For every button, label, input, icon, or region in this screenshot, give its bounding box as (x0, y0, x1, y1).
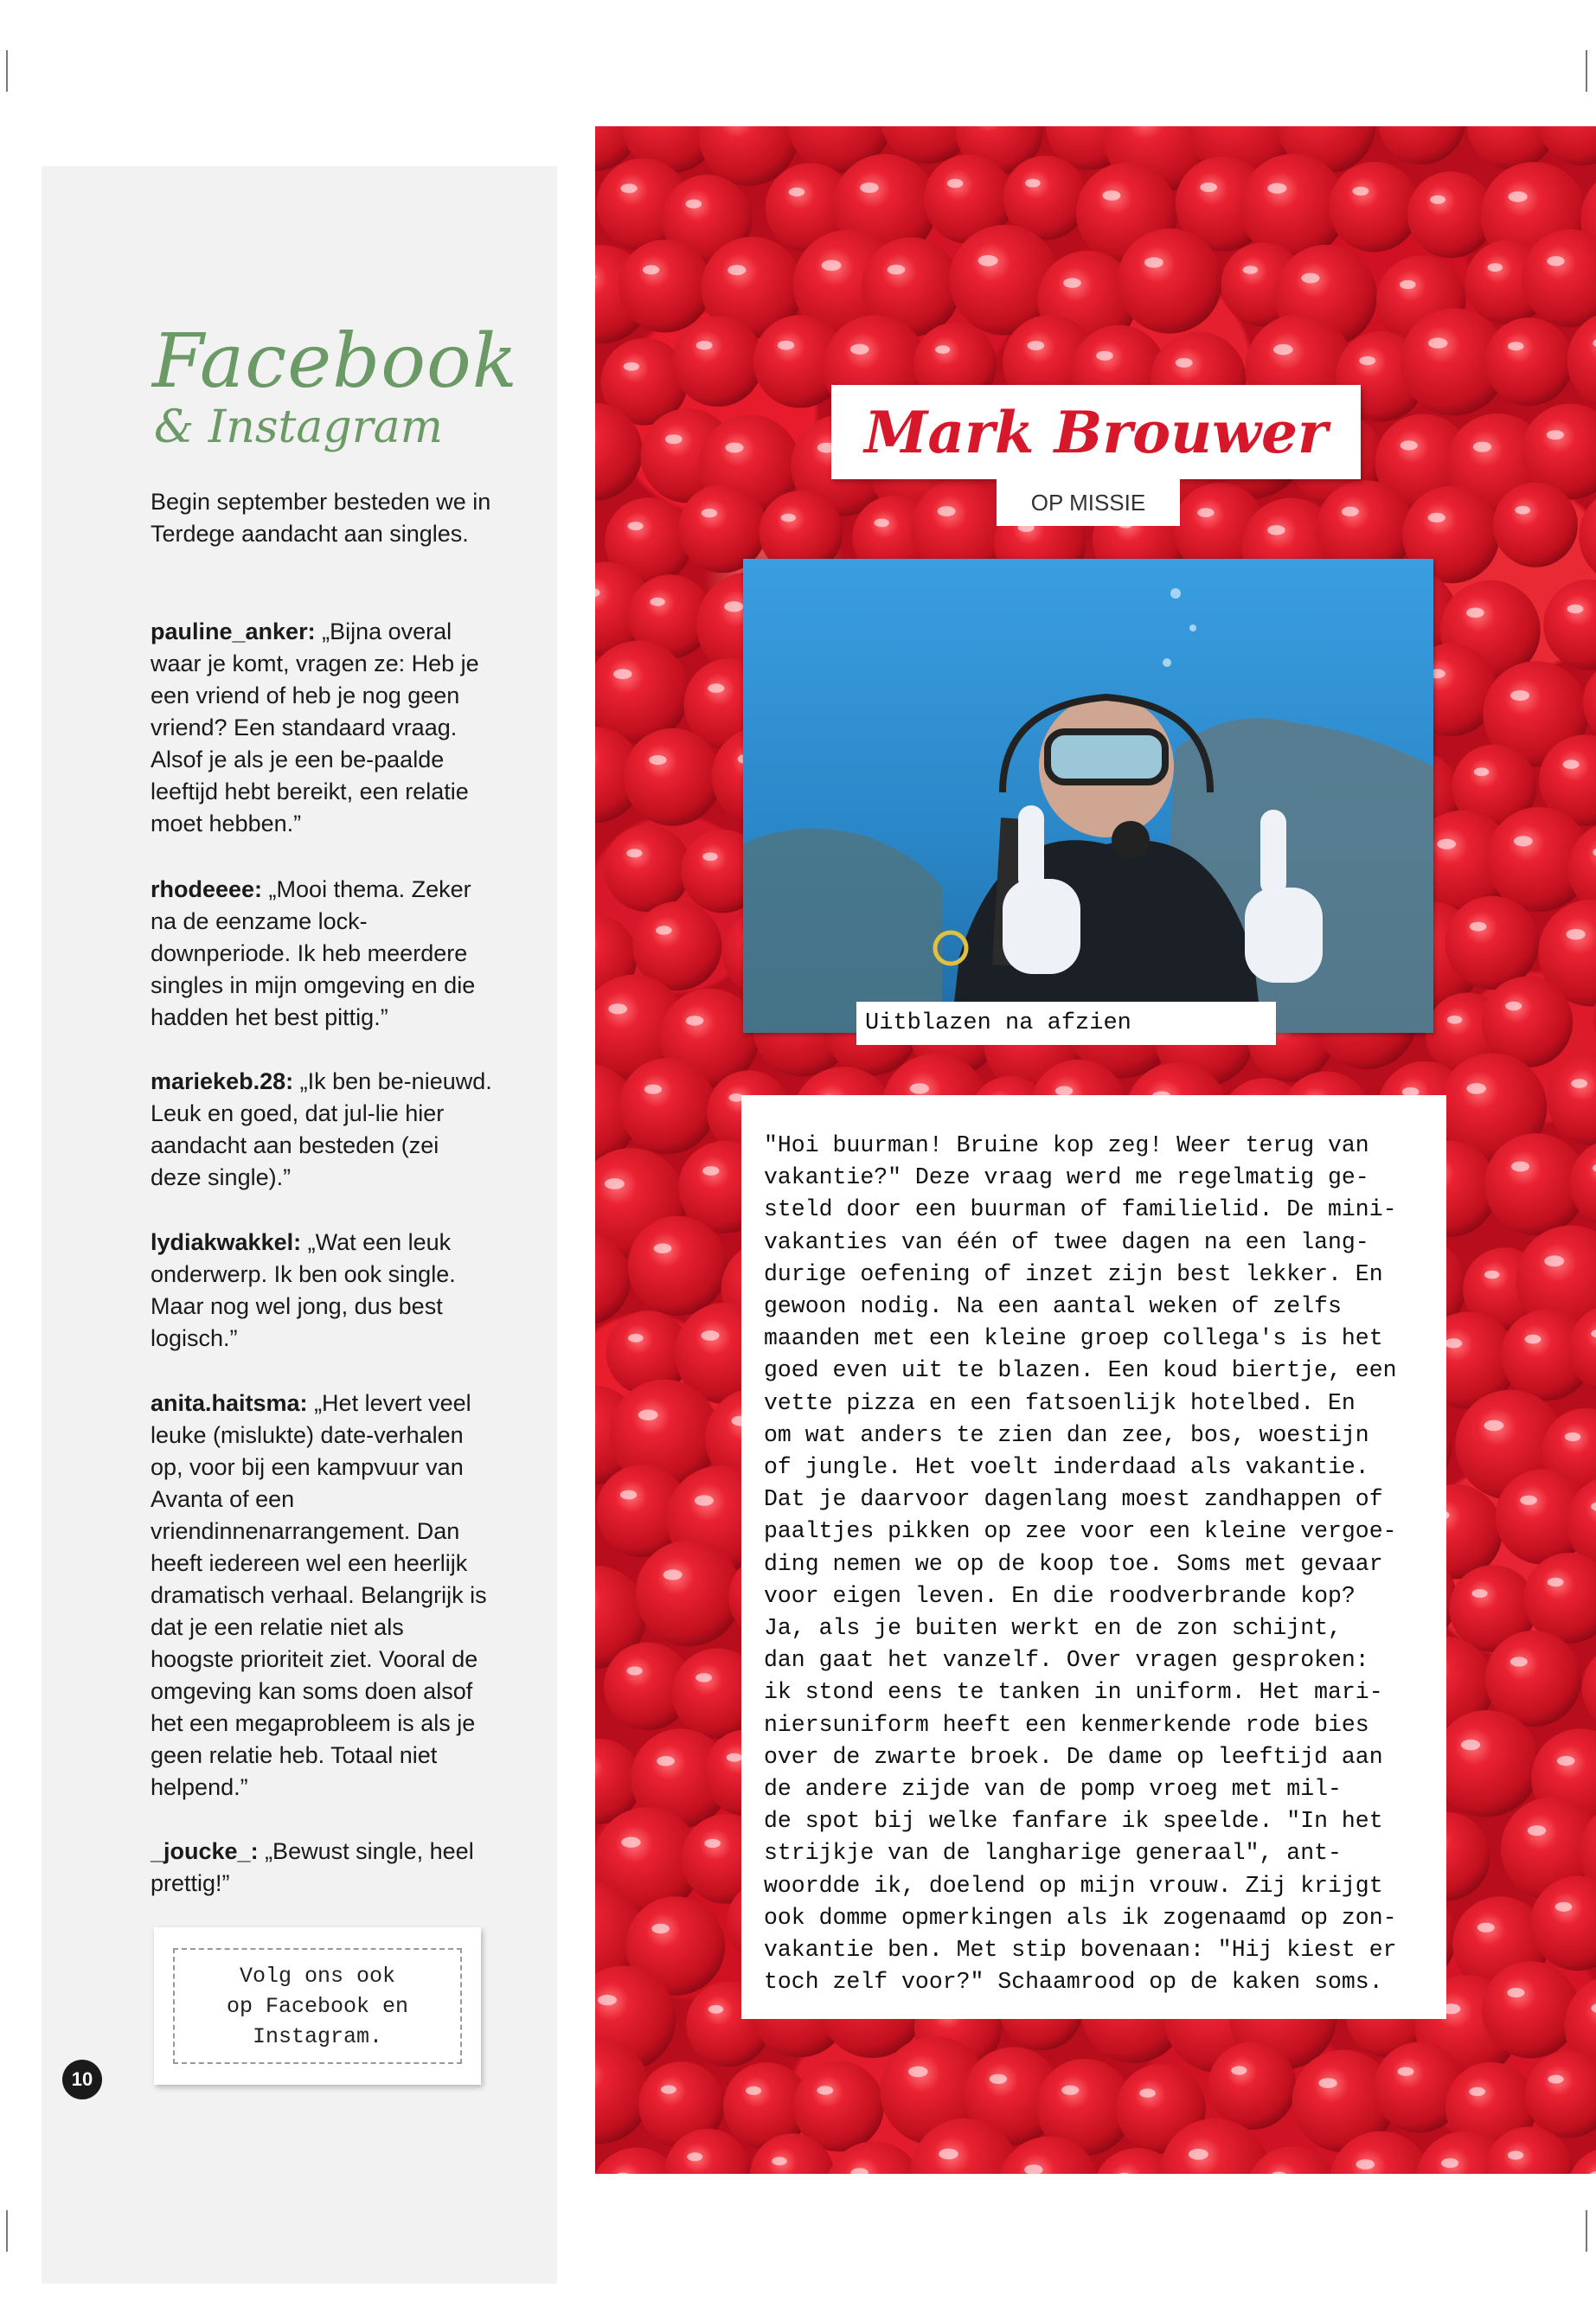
cherry-highlight (1508, 2150, 1523, 2159)
crop-mark (6, 2210, 8, 2252)
cherry-highlight (726, 443, 744, 453)
cherry-highlight (702, 1166, 719, 1176)
cherry-highlight (661, 2086, 676, 2094)
comment-item (151, 1388, 492, 1804)
cherry-highlight (1025, 179, 1041, 188)
comment-item (151, 874, 492, 1034)
cherry-highlight (605, 1178, 625, 1189)
cherry-highlight (1273, 344, 1293, 356)
cherry (1482, 1961, 1579, 2058)
cherry-highlight (687, 2152, 702, 2161)
cherry (624, 728, 721, 826)
cherry-highlight (656, 926, 672, 934)
cherry (628, 1216, 727, 1316)
cherry-highlight (651, 1924, 670, 1933)
comment-text: „Het levert veel leuke (mislukte) date-verhalen op, voor bij een kampvuur van Avanta of een vriendinnenarrangement. Dan heeft iedereen wel een heerlijk dramatisch verhaal. Belangrijk is dat je een relatie niet als hoogste prioriteit ziet. Vooral de omgeving kan soms doen alsof het een megaprobleem is als je geen relatie heb. Totaal niet helpend.” (151, 1390, 487, 1800)
cherry-highlight (746, 2086, 761, 2095)
cherry-highlight (628, 1334, 644, 1343)
cherry-highlight (1472, 1589, 1488, 1598)
cherry (672, 316, 763, 407)
social-subtitle: & Instagram (154, 401, 443, 453)
cherry-highlight (1176, 358, 1193, 368)
cherry-highlight (657, 1756, 675, 1766)
cherry-highlight (1571, 1079, 1587, 1088)
cherry (1579, 487, 1596, 586)
cherry (1539, 126, 1596, 165)
cherry-highlight (1318, 2078, 1336, 2088)
cherry-highlight (817, 2086, 833, 2094)
cherry (1378, 126, 1465, 164)
cherry-highlight (1400, 280, 1416, 289)
cherry (604, 825, 691, 913)
cherry-highlight (695, 1673, 712, 1682)
cherry-highlight (1508, 342, 1523, 350)
cherry-highlight (649, 755, 666, 765)
cherry-highlight (1342, 507, 1359, 516)
cherry (1543, 580, 1596, 670)
cherry-highlight (1528, 1825, 1546, 1836)
comment-item (151, 1227, 492, 1355)
cherry (1547, 1054, 1596, 1145)
cherry-highlight (708, 2005, 724, 2014)
cherry (1523, 1553, 1596, 1644)
story-body: "Hoi buurman! Bruine kop zeg! Weer terug van vakantie?" Deze vraag werd me regelmatig ge- steld door een buurman of familielid. De mini- vakanties van één of twee dagen na een lang- durige oefening of inzet zijn best lekker. En gewoon nodig. Na een aantal weken of zelfs maanden met een kleine groep collega's is het goed even uit te blazen. Een koud biertje, een vette pizza en een fatsoenlijk hotelbed. En om wat anders te zien dan zee, bos, woestijn of jungle. Het voelt inderdaad als vakantie. Dat je daarvoor dagenlang moest zandhappen of paaltjes pikken op zee voor een kleine vergoe- ding nemen we op de koop toe. Soms met gevaar voor eigen leven. En die roodverbrande kop? Ja, als je buiten werkt en de zon schijnt, dan gaat het vanzelf. Over vragen gesproken: ik stond eens te tanken in uniform. Het mari- niersuniform heeft een kenmerkende rode bies over de zwarte broek. De dame op leeftijd aan de andere zijde van de pomp vroeg met mil- de spot bij welke fanfare ik speelde. "In het strijkje van de langharige generaal", ant- woordde ik, doelend op mijn vrouw. Zij krijgt ook domme opmerkingen als ik zogenaamd op zon- vakantie ben. Met stip bovenaan: "Hij kiest er toch zelf voor?" Schaamrood op de kaken soms. (764, 1132, 1397, 1996)
cherry-highlight (1473, 442, 1491, 452)
cherry-highlight (1200, 183, 1217, 192)
cherry-highlight (704, 1839, 721, 1848)
cherry-highlight (978, 255, 998, 266)
story-card (741, 1095, 1446, 2019)
cherry-highlight (1511, 1162, 1529, 1172)
cherry-highlight (654, 1243, 672, 1253)
sidebar-intro: Begin september besteden we in Terdege aandacht aan singles. (151, 489, 491, 547)
cherry-highlight (910, 1083, 929, 1093)
cherry-highlight (1353, 187, 1369, 195)
cherry-highlight (1267, 525, 1285, 535)
cherry-highlight (1510, 690, 1529, 701)
comment-user: _joucke_: (151, 1838, 259, 1864)
comment-item (151, 1066, 492, 1194)
cherry-highlight (727, 1753, 742, 1762)
follow-us-card (154, 1927, 481, 2085)
cherry (1485, 317, 1574, 406)
cherry (1493, 483, 1578, 567)
cherry-highlight (1139, 2089, 1156, 2098)
cherry-highlight (1441, 2158, 1458, 2168)
crop-mark (1586, 2210, 1587, 2252)
cherry-highlight (939, 2149, 958, 2160)
cherry (636, 1541, 742, 1647)
follow-us-text: Volg ons ook op Facebook en Instagram. (226, 1963, 409, 2049)
cherry-highlight (1359, 356, 1375, 365)
cherry-highlight (1509, 191, 1528, 202)
cherry-highlight (1514, 836, 1533, 846)
cherry-highlight (1488, 263, 1503, 272)
name-card (831, 385, 1361, 479)
cherry-highlight (935, 345, 950, 354)
cherry-highlight (1356, 2159, 1375, 2170)
cherry-highlight (1567, 929, 1586, 939)
cherry-highlight (822, 260, 842, 272)
comment-user: pauline_anker: (151, 619, 316, 644)
cherry-highlight (665, 434, 683, 444)
page-number: 10 (62, 2060, 102, 2099)
cherry-highlight (1466, 608, 1484, 619)
diver-illustration (743, 559, 1433, 1033)
cherry-highlight (1469, 2087, 1485, 2096)
cherry (1445, 896, 1539, 990)
cherry-highlight (1447, 1016, 1462, 1024)
cherry-highlight (1428, 513, 1445, 522)
author-name: Mark Brouwer (864, 398, 1328, 466)
social-title: Facebook (152, 318, 518, 405)
cherry-highlight (1557, 1756, 1575, 1766)
cherry-highlight (1428, 337, 1447, 348)
cherry-highlight (627, 1666, 643, 1675)
cherry-highlight (1398, 2067, 1414, 2076)
cherry-highlight (1189, 2149, 1208, 2160)
cherry-highlight (1470, 922, 1487, 932)
cherry (1525, 2051, 1596, 2138)
cherry-highlight (990, 2074, 1007, 2084)
cherry-highlight (1028, 341, 1045, 350)
cherry-highlight (638, 1409, 658, 1420)
cherry-highlight (1515, 506, 1530, 515)
cherry-highlight (1102, 190, 1120, 201)
cherry (1117, 228, 1221, 333)
cherry-highlight (1555, 1902, 1573, 1912)
cherry-highlight (1547, 430, 1564, 439)
cherry-highlight (1484, 1420, 1504, 1432)
cherry-highlight (1507, 1988, 1524, 1997)
photo-caption-text: Uitblazen na afzien (865, 1010, 1131, 1036)
cherry-highlight (1243, 266, 1258, 274)
comment-item (151, 616, 492, 840)
cherry-highlight (1544, 1255, 1564, 1266)
comment-text: „Wat een leuk onderwerp. Ik ben ook single. Maar nog wel jong, dus best logisch.” (151, 1229, 456, 1351)
cherry-highlight (650, 598, 664, 606)
comment-text: „Bewust single, heel prettig!” (151, 1838, 474, 1896)
comment-user: rhodeeee: (151, 876, 263, 902)
cherry-highlight (702, 853, 717, 862)
cherry-highlight (1301, 273, 1319, 284)
cherry-highlight (1445, 1338, 1462, 1348)
crop-mark (1586, 50, 1587, 92)
cherry-highlight (621, 183, 638, 193)
cherry-highlight (702, 509, 717, 517)
comment-text: „Ik ben be-nieuwd. Leuk en goed, dat jul-lie hier aandacht aan besteden (zei deze single).” (151, 1068, 492, 1190)
cherry-highlight (708, 683, 724, 693)
cherry (619, 1058, 715, 1154)
cherry-highlight (1197, 508, 1214, 517)
cherry-highlight (860, 183, 879, 193)
cherry-highlight (875, 519, 889, 528)
cherry-highlight (850, 344, 869, 355)
comment-item (151, 1836, 492, 1900)
cherry-highlight (608, 1003, 627, 1014)
cherry-highlight (1437, 839, 1456, 849)
cherry-highlight (701, 1330, 719, 1341)
cherry-highlight (1061, 2086, 1079, 2095)
cherry-highlight (613, 669, 631, 679)
cherry-highlight (1567, 605, 1584, 613)
cherry (619, 240, 711, 332)
cherry (1208, 2042, 1296, 2130)
follow-us-border (173, 1948, 462, 2064)
cherry (1582, 1644, 1596, 1733)
comment-user: lydiakwakkel: (151, 1229, 302, 1255)
cherry-highlight (643, 266, 659, 275)
comment-text: „Mooi thema. Zeker na de eenzame lock-downperiode. Ik heb meerdere singles in mijn omgeving en die hadden het best pittig.” (151, 876, 476, 1030)
cherry-highlight (1096, 351, 1113, 361)
crop-mark (6, 50, 8, 92)
cherry-highlight (947, 179, 964, 188)
photo-caption (856, 1002, 1276, 1045)
cherry-highlight (724, 601, 743, 612)
comment-user: mariekeb.28: (151, 1068, 294, 1094)
cherry-highlight (1547, 256, 1564, 266)
cherry-highlight (1548, 1578, 1564, 1586)
cherry-highlight (781, 514, 796, 522)
comment-text: „Bijna overal waar je komt, vragen ze: Heb je een vriend of heb je nog geen vriend? Een standaard vraag. Alsof je als je een be-paalde leeftijd hebt bereikt, een relatie moet hebben.” (151, 619, 479, 836)
cherry-highlight (1267, 183, 1286, 194)
cherry-highlight (1563, 760, 1580, 769)
cherry-highlight (789, 188, 805, 196)
cherry-highlight (624, 362, 639, 371)
cherry-highlight (628, 522, 644, 530)
cherry-highlight (1565, 1433, 1580, 1441)
cherry-highlight (644, 1085, 662, 1094)
cherry (1433, 1710, 1541, 1817)
cherry-highlight (908, 2067, 928, 2078)
cherry-highlight (1401, 440, 1418, 450)
cherry-highlight (686, 200, 702, 208)
comment-user: anita.haitsma: (151, 1390, 308, 1416)
cherry-highlight (686, 1016, 704, 1025)
cherry-highlight (695, 1495, 714, 1505)
cherry-highlight (1144, 257, 1163, 267)
cherry-highlight (1510, 1657, 1528, 1666)
cherry (1329, 162, 1419, 252)
cherry-highlight (598, 1995, 617, 2005)
cherry-highlight (1477, 1923, 1495, 1932)
cherry-highlight (663, 1569, 683, 1580)
cherry-highlight (1548, 2075, 1563, 2084)
cherry-highlight (1520, 1496, 1537, 1505)
cherry-highlight (888, 265, 906, 274)
cherry-highlight (1505, 1002, 1522, 1011)
cherry-highlight (1430, 195, 1445, 204)
cherry-highlight (696, 341, 713, 349)
cherry-highlight (1461, 1740, 1480, 1750)
cherry-highlight (778, 341, 794, 350)
diver-photo (743, 559, 1433, 1033)
cherry-highlight (938, 506, 956, 516)
cherry-highlight (1474, 767, 1490, 776)
cherry-highlight (1484, 1271, 1499, 1279)
cherry-highlight (727, 265, 746, 275)
cherry-highlight (621, 1837, 640, 1848)
cherry-highlight (1525, 1335, 1542, 1344)
cherry-highlight (772, 2157, 787, 2165)
column-tag: OP MISSIE (997, 479, 1180, 526)
cherry-highlight (1063, 278, 1081, 287)
cherry-highlight (1466, 1083, 1486, 1094)
cherry-highlight (626, 849, 642, 857)
cherry-highlight (620, 1490, 637, 1500)
cherry-highlight (1231, 2066, 1247, 2074)
